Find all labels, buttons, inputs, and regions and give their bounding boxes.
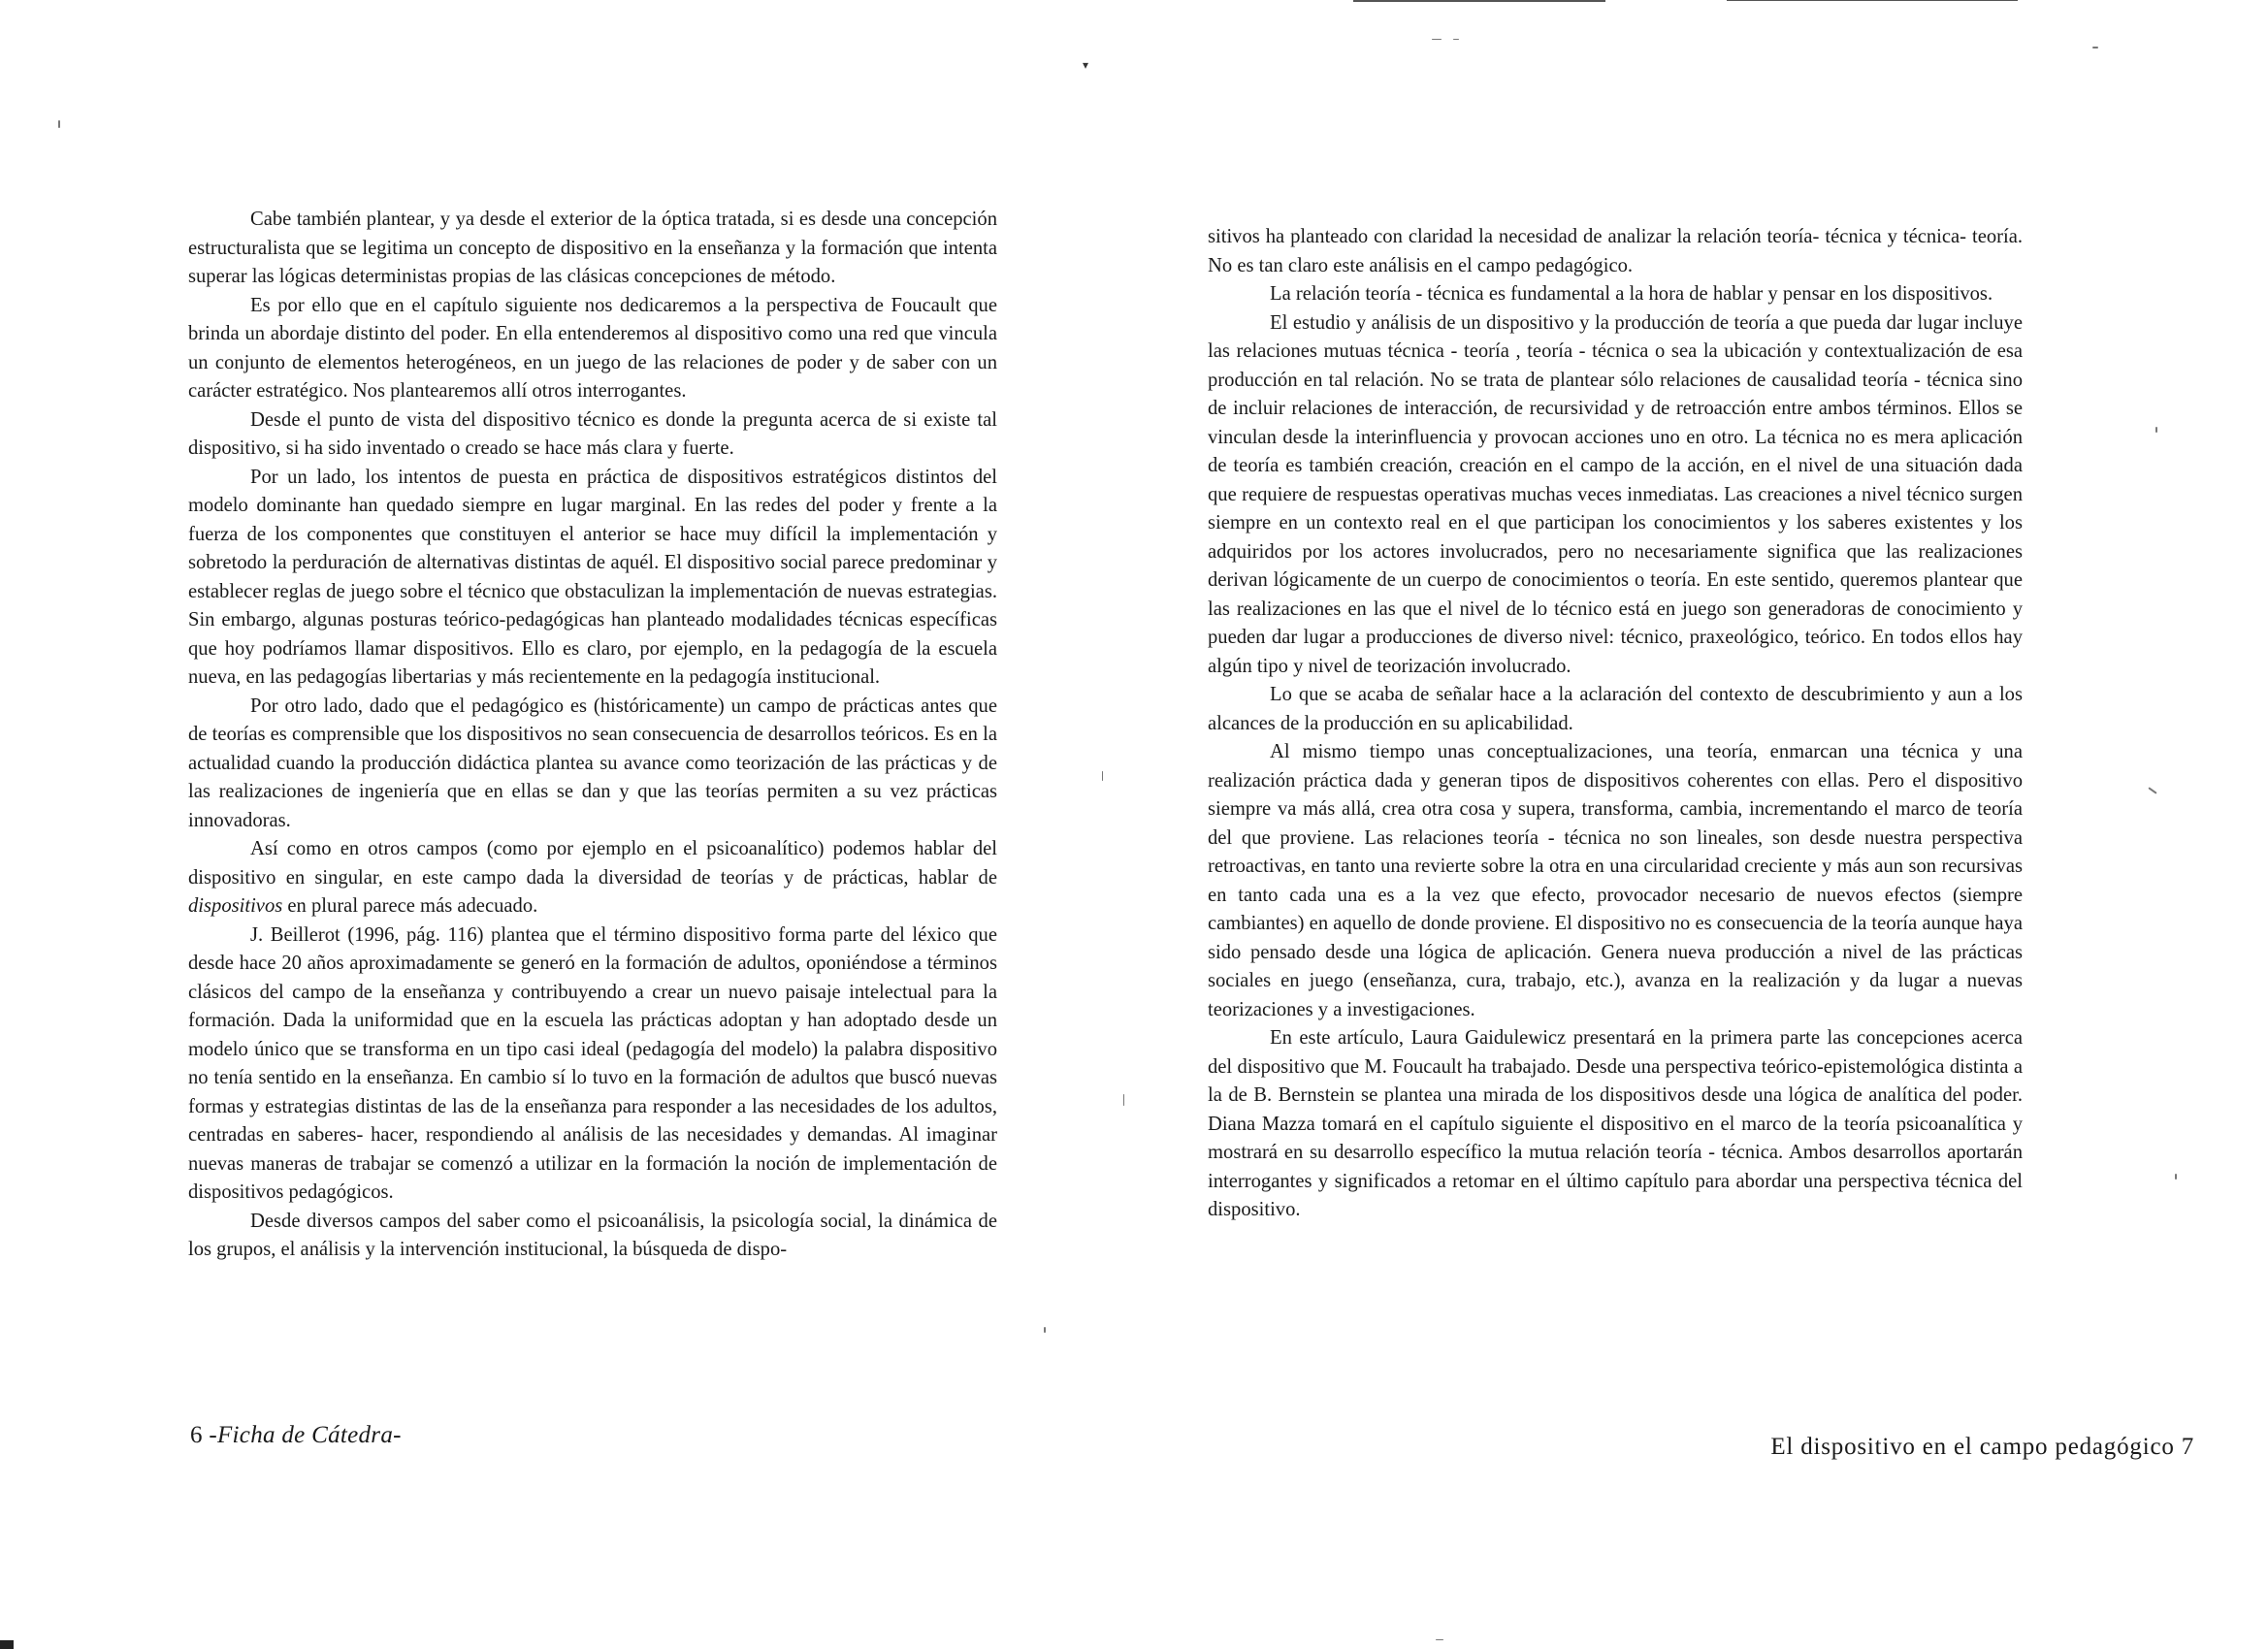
paragraph: Por un lado, los intentos de puesta en práctica de dispositivos estratégicos distintos del modelo dominante han quedado siempre en lugar marginal. En las redes del poder y frente a la fuerza de los componentes que constituyen el anterior se hace muy difícil la implementación y sobretodo la perduración de alternativas distintas de aquél. El dispositivo social parece predominar y establecer reglas de juego sobre el técnico que obstaculizan la implementación de nuevas estrategias. Sin embargo, algunas posturas teórico-pedagógicas han planteado modalidades técnicas específicas que hoy podríamos llamar dispositivos. Ello es claro, por ejemplo, en la pedagogía de la escuela nueva, en las pedagogías libertarias y más recientemente en la pedagogía institucional. — [188, 466, 997, 688]
right-page-footer: El dispositivo en el campo pedagógico 7 — [1770, 1434, 2194, 1460]
left-page-footer — [190, 1422, 402, 1449]
paragraph — [188, 835, 997, 922]
paragraph: En este artículo, Laura Gaidulewicz presentará en la primera parte las concepciones acerca del dispositivo que M. Foucault ha trabajado. Desde una perspectiva teórico-epistemológica distinta a la de B. Bernstein se plantea una mirada de los dispositivos desde una lógica de analítica del poder. Diana Mazza tomará en el capítulo siguiente el dispositivo en el marco de la teoría psicoanalítica y mostrará en su desarrollo específico la mutua relación teoría - técnica. Ambos desarrollos aportarán interrogantes y significados a retomar en el último capítulo para abordar una perspectiva técnica del dispositivo. — [1208, 1027, 2023, 1220]
paragraph: Es por ello que en el capítulo siguiente nos dedicaremos a la perspectiva de Foucault que brinda un abordaje distinto del poder. En ella entenderemos al dispositivo como una red que vincula un conjunto de elementos heterogéneos, en un juego de las relaciones de poder y de saber con un carácter estratégico. Nos plantearemos allí otros interrogantes. — [188, 294, 997, 402]
right-text-column — [1208, 223, 2023, 1225]
paragraph: Desde el punto de vista del dispositivo técnico es donde la pregunta acerca de si existe tal dispositivo, si ha sido inventado o creado se hace más clara y fuerte. — [188, 408, 997, 459]
paragraph-text: Así como en otros campos (como por ejemplo en el psicoanalítico) podemos hablar del dispositivo en singular, en este campo dada la diversidad de teorías y de prácticas, hablar de — [188, 838, 997, 889]
paragraph: Desde diversos campos del saber como el psicoanálisis, la psicología social, la dinámica de los grupos, el análisis y la intervención institucional, la búsqueda de dispo- — [188, 1210, 997, 1260]
emphasis-text: dispositivos — [188, 895, 283, 917]
paragraph: Al mismo tiempo unas conceptualizaciones, una teoría, enmarcan una técnica y una realización práctica dada y generan tipos de dispositivos coherentes con ellas. Pero el dispositivo siempre va más allá, crea otra cosa y supera, transforma, cambia, incrementando el marco de teoría del que proviene. Las relaciones teoría - técnica no son lineales, son desde nuestra perspectiva retroactivas, en tanto una revierte sobre la otra en una circularidad creciente y más aun son recursivas en tanto cada una es a la vez que efecto, provocador necesario de nuevos efectos (siempre cambiantes) en aquello de donde proviene. El dispositivo no es consecuencia de la teoría aunque haya sido pensado desde una lógica de aplicación. Genera nueva producción a nivel de las prácticas sociales en juego (enseñanza, cura, trabajo, etc.), avanza en la realización y da lugar a nuevas teorizaciones y a investigaciones. — [1208, 741, 2023, 1020]
left-text-column — [188, 206, 997, 1265]
paragraph: Cabe también plantear, y ya desde el exterior de la óptica tratada, si es desde una concepción estructuralista que se legitima un concepto de dispositivo en la enseñanza y la formación que intenta superar las lógicas deterministas propias de las clásicas concepciones de método. — [188, 209, 997, 287]
fold-mark: ▾ — [1083, 58, 1089, 72]
paragraph: J. Beillerot (1996, pág. 116) plantea que el término dispositivo forma parte del léxico que desde hace 20 años aproximadamente se generó en la formación de adultos, oponiéndose a términos clásicos del campo de la enseñanza y contribuyendo a crear un nuevo paisaje intelectual para la formación. Dada la uniformidad que en la escuela las prácticas adoptan y han adoptado desde un modelo único que se transforma en un tipo casi ideal (pedagogía del modelo) la palabra dispositivo no tenía sentido en la enseñanza. En cambio sí lo tuvo en la formación de adultos que buscó nuevas formas y estrategias distintas de las de la enseñanza para responder a las necesidades de los adultos, centradas en saberes- hacer, respondiendo al análisis de las necesidades y demandas. Al imaginar nuevas maneras de trabajar se comenzó a utilizar en la formación la noción de implementación de dispositivos pedagógicos. — [188, 923, 997, 1203]
running-title: Ficha de Cátedra- — [216, 1422, 402, 1448]
paragraph: Por otro lado, dado que el pedagógico es (históricamente) un campo de prácticas antes que de teorías es comprensible que los dispositivos no sean consecuencia de desarrollos teóricos. Es en la actualidad cuando la producción didáctica plantea su avance como teorización de las prácticas y de las realizaciones de ingeniería que en ellas se dan y que las teorías permiten a su vez prácticas innovadoras. — [188, 695, 997, 831]
paragraph: sitivos ha planteado con claridad la necesidad de analizar la relación teoría- técnica y técnica- teoría. No es tan claro este análisis en el campo pedagógico. — [1208, 226, 2023, 276]
paragraph: El estudio y análisis de un dispositivo y la producción de teoría a que pueda dar lugar incluye las relaciones mutuas técnica - teoría , teoría - técnica o sea la ubicación y contextualización de esa producción en tal relación. No se trata de plantear sólo relaciones de causalidad teoría - técnica sino de incluir relaciones de interacción, de recursividad y de retroacción entre ambos términos. Ellos se vinculan desde la interinfluencia y provocan acciones uno en otro. La técnica no es mera aplicación de teoría es también creación, creación en el campo de la acción, en el nivel de una situación dada que requiere de respuestas operativas muchas veces inmediatas. Las creaciones a nivel técnico surgen siempre en un contexto real en el que participan los conocimientos y los saberes existentes y los adquiridos por los actores involucrados, pero no necesariamente significa que las realizaciones derivan lógicamente de un cuerpo de conocimientos o teoría. En este sentido, queremos plantear que las realizaciones en las que el nivel de lo técnico está en juego son generadoras de conocimiento y pueden dar lugar a producciones de diverso nivel: técnico, praxeológico, teórico. En todos ellos hay algún tipo y nivel de teorización involucrado. — [1208, 311, 2023, 677]
paragraph: Lo que se acaba de señalar hace a la aclaración del contexto de descubrimiento y aun a los alcances de la producción en su aplicabilidad. — [1208, 684, 2023, 734]
paragraph-tail: en plural parece más adecuado. — [282, 895, 538, 917]
paragraph: La relación teoría - técnica es fundamental a la hora de hablar y pensar en los dispositivos. — [1270, 283, 1993, 305]
right-page — [1134, 0, 2268, 1649]
page-number: 6 - — [190, 1422, 217, 1448]
